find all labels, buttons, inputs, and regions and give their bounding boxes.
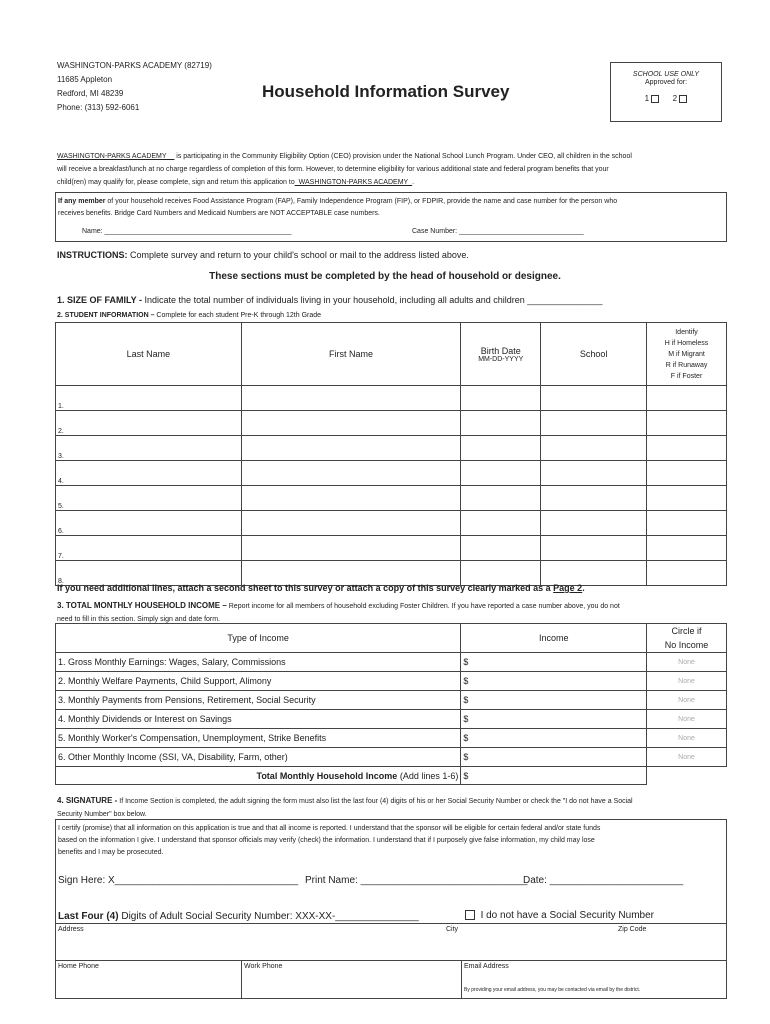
student-header-row	[56, 323, 727, 386]
email-label: Email Address	[464, 963, 509, 970]
intro-school-name: WASHINGTON-PARKS ACADEMY__	[57, 153, 175, 160]
last-name-cell[interactable]	[56, 436, 242, 461]
no-income-label: No Income	[664, 640, 709, 650]
total-note: (Add lines 1-6)	[397, 770, 459, 781]
section4-heading	[57, 794, 729, 821]
birth-date-label: Birth Date	[480, 345, 521, 356]
first-name-cell[interactable]	[241, 511, 461, 536]
instructions-label: INSTRUCTIONS:	[57, 250, 128, 260]
birth-date-cell[interactable]	[461, 536, 541, 561]
last-name-cell[interactable]	[56, 411, 242, 436]
address-label: Address	[58, 926, 84, 933]
section2-label: 2. STUDENT INFORMATION –	[57, 312, 155, 319]
birth-date-cell[interactable]	[461, 436, 541, 461]
home-phone-label: Home Phone	[58, 963, 99, 970]
identify-cell[interactable]	[647, 411, 727, 436]
intro-text2: will receive a breakfast/lunch at no charge regardless of completion of this form. However, to determine eligibility for various additional state and federal program benefits that your	[57, 166, 609, 173]
income-row	[56, 748, 727, 767]
school-address-block	[57, 59, 212, 115]
school-city: Redford, MI 48239	[57, 89, 124, 98]
intro-school-name2: _WASHINGTON-PARKS ACADEMY_	[294, 179, 413, 186]
school-cell[interactable]	[541, 561, 647, 586]
income-amount-field[interactable]: $	[461, 691, 647, 710]
section4-label: 4. SIGNATURE -	[57, 796, 118, 805]
email-field[interactable]	[462, 961, 726, 999]
col-no-income	[647, 624, 727, 653]
no-income-option[interactable]: None	[647, 672, 727, 691]
extra-lines-end: .	[582, 583, 585, 593]
income-type: 4. Monthly Dividends or Interest on Savings	[56, 710, 461, 729]
first-name-cell[interactable]	[241, 536, 461, 561]
first-name-cell[interactable]	[241, 386, 461, 411]
income-amount-field[interactable]: $	[461, 748, 647, 767]
school-cell[interactable]	[541, 536, 647, 561]
student-row	[56, 436, 727, 461]
circle-if-label: Circle if	[671, 626, 702, 636]
student-row	[56, 536, 727, 561]
income-header-row	[56, 624, 727, 653]
identify-r: R if Runaway	[665, 361, 708, 369]
approved-opt1-label: 1	[644, 94, 650, 103]
last-name-cell[interactable]	[56, 386, 242, 411]
case-number-field[interactable]: Case Number: ________________________________	[412, 228, 584, 235]
identify-h: H if Homeless	[664, 339, 709, 347]
birth-date-cell[interactable]	[461, 511, 541, 536]
instructions	[57, 250, 469, 260]
row-number: 1.	[58, 403, 64, 410]
school-cell[interactable]	[541, 436, 647, 461]
case-number-box	[55, 192, 727, 242]
school-cell[interactable]	[541, 386, 647, 411]
first-name-cell[interactable]	[241, 486, 461, 511]
identify-m: M if Migrant	[668, 350, 705, 358]
date-field[interactable]: Date: ________________________	[523, 875, 684, 886]
extra-lines-text: If you need additional lines, attach a second sheet to this survey or attach a copy of this survey clearly marked as a	[57, 583, 554, 593]
birth-date-format: MM-DD-YYYY	[478, 355, 524, 363]
birth-date-cell[interactable]	[461, 411, 541, 436]
income-type: 3. Monthly Payments from Pensions, Retirement, Social Security	[56, 691, 461, 710]
section3-text: Report income for all members of household excluding Foster Children. If you have reported a case number above, you do not	[226, 603, 620, 610]
student-row	[56, 386, 727, 411]
school-use-box	[610, 62, 722, 122]
section2-heading	[57, 312, 321, 319]
intro-paragraph	[57, 150, 727, 189]
no-income-option[interactable]: None	[647, 710, 727, 729]
print-name-field[interactable]: Print Name: ______________________________	[305, 875, 528, 886]
no-ssn-checkbox[interactable]	[465, 910, 475, 920]
approved-opt2-label: 2	[672, 94, 678, 103]
student-row	[56, 411, 727, 436]
section4-text2: Security Number" box below.	[57, 811, 147, 818]
section4-text: If Income Section is completed, the adult signing the form must also list the last four (4) digits of his or her Social Security Number or check the "I do not have a Social	[117, 798, 633, 805]
home-phone-field[interactable]	[56, 961, 242, 999]
case-text2: receives benefits. Bridge Card Numbers and Medicaid Numbers are NOT ACCEPTABLE case numbers.	[58, 210, 380, 217]
identify-cell[interactable]	[647, 461, 727, 486]
signature-box	[55, 819, 727, 999]
income-type: 6. Other Monthly Income (SSI, VA, Disability, Farm, other)	[56, 748, 461, 767]
col-school: School	[541, 323, 647, 386]
last-name-cell[interactable]	[56, 511, 242, 536]
no-ssn-option[interactable]	[465, 910, 654, 921]
approved-opt1-checkbox[interactable]	[651, 95, 659, 103]
income-row	[56, 672, 727, 691]
income-amount-field[interactable]: $	[461, 729, 647, 748]
identify-cell[interactable]	[647, 511, 727, 536]
extra-lines-note	[57, 583, 585, 593]
page-title: Household Information Survey	[262, 82, 510, 101]
section1	[57, 295, 602, 305]
instructions-text: Complete survey and return to your child's school or mail to the address listed above.	[127, 250, 469, 260]
identify-cell[interactable]	[647, 436, 727, 461]
last-four-label: Last Four (4)	[58, 911, 119, 922]
row-number: 2.	[58, 428, 64, 435]
ssn-field[interactable]	[58, 911, 419, 922]
no-income-option[interactable]: None	[647, 653, 727, 672]
total-empty-cell	[647, 767, 727, 785]
first-name-cell[interactable]	[241, 436, 461, 461]
intro-text4: .	[412, 179, 415, 186]
income-table	[55, 623, 727, 785]
approved-opt2-checkbox[interactable]	[679, 95, 687, 103]
total-label: Total Monthly Household Income	[256, 770, 398, 781]
school-phone: Phone: (313) 592-6061	[57, 103, 140, 112]
total-label-cell	[56, 767, 461, 785]
identify-cell[interactable]	[647, 561, 727, 586]
no-income-option[interactable]: None	[647, 691, 727, 710]
identify-cell[interactable]	[647, 486, 727, 511]
head-note: These sections must be completed by the head of household or designee.	[209, 271, 561, 282]
col-income: Income	[461, 624, 647, 653]
birth-date-cell[interactable]	[461, 461, 541, 486]
income-row	[56, 653, 727, 672]
first-name-cell[interactable]	[241, 461, 461, 486]
school-street: 11685 Appleton	[57, 75, 113, 84]
work-phone-label: Work Phone	[244, 963, 283, 970]
income-type: 2. Monthly Welfare Payments, Child Support, Alimony	[56, 672, 461, 691]
identify-f: F if Foster	[670, 372, 703, 380]
case-text: of your household receives Food Assistance Program (FAP), Family Independence Program (FIP), or FDPIR, provide the name and case number for the person who	[105, 198, 618, 205]
no-income-option[interactable]: None	[647, 729, 727, 748]
case-bold: If any member	[58, 198, 106, 205]
school-use-label: SCHOOL USE ONLY	[632, 71, 700, 78]
row-number: 7.	[58, 553, 64, 560]
last-name-cell[interactable]	[56, 561, 242, 586]
section1-text: Indicate the total number of individuals living in your household, including all adults and children _______________	[142, 295, 603, 305]
col-birth-date	[461, 323, 541, 386]
row-number: 3.	[58, 453, 64, 460]
last-name-cell[interactable]	[56, 486, 242, 511]
certify-line2: based on the information I give. I understand that sponsor officials may verify (check) the information. I understand that if I purposely give false information, my child may lose	[58, 837, 595, 844]
no-ssn-label: I do not have a Social Security Number	[480, 910, 654, 921]
approved-for-label: Approved for:	[644, 79, 688, 86]
email-note: By providing your email address, you may be contacted via email by the district.	[464, 987, 641, 993]
income-type: 5. Monthly Worker's Compensation, Unemployment, Strike Benefits	[56, 729, 461, 748]
section1-label: 1. SIZE OF FAMILY -	[57, 295, 143, 305]
row-number: 6.	[58, 528, 64, 535]
certify-text	[56, 820, 726, 859]
certify-line1: I certify (promise) that all information on this application is true and that all income is reported. I understand that the sponsor will be eligible for certain federal and/or state funds	[58, 825, 601, 832]
intro-text3: child(ren) may qualify for, please complete, sign and return this application to	[57, 179, 295, 186]
student-row	[56, 511, 727, 536]
birth-date-cell[interactable]	[461, 561, 541, 586]
certify-line3: benefits and I may be prosecuted.	[58, 849, 164, 856]
identify-cell[interactable]	[647, 536, 727, 561]
col-first-name: First Name	[241, 323, 461, 386]
row-number: 4.	[58, 478, 64, 485]
phone-row	[56, 960, 726, 998]
section2-text: Complete for each student Pre-K through 12th Grade	[154, 312, 322, 319]
address-row[interactable]	[56, 923, 726, 960]
birth-date-cell[interactable]	[461, 486, 541, 511]
income-type: 1. Gross Monthly Earnings: Wages, Salary, Commissions	[56, 653, 461, 672]
last-name-cell[interactable]	[56, 461, 242, 486]
row-number: 8.	[58, 578, 64, 585]
school-cell[interactable]	[541, 411, 647, 436]
intro-text1: is participating in the Community Eligibility Option (CEO) provision under the National School Lunch Program. Under CEO, all children in the school	[174, 153, 632, 160]
section3-text2: need to fill in this section. Simply sign and date form.	[57, 616, 221, 623]
last-name-cell[interactable]	[56, 536, 242, 561]
work-phone-field[interactable]	[242, 961, 462, 999]
col-last-name: Last Name	[56, 323, 242, 386]
income-total-row	[56, 767, 727, 785]
section3-label: 3. TOTAL MONTHLY HOUSEHOLD INCOME –	[57, 601, 227, 610]
school-cell[interactable]	[541, 461, 647, 486]
page2-link: Page 2	[553, 583, 583, 593]
income-row	[56, 729, 727, 748]
student-row	[56, 486, 727, 511]
case-name-field[interactable]: Name: ________________________________________________	[82, 228, 292, 235]
income-amount-field[interactable]: $	[461, 653, 647, 672]
student-table	[55, 322, 727, 586]
no-income-option[interactable]: None	[647, 748, 727, 767]
total-income-field[interactable]: $	[461, 767, 647, 785]
student-row	[56, 561, 727, 586]
school-cell[interactable]	[541, 511, 647, 536]
first-name-cell[interactable]	[241, 411, 461, 436]
city-label: City	[446, 926, 459, 933]
birth-date-cell[interactable]	[461, 386, 541, 411]
zip-label: Zip Code	[618, 926, 647, 933]
row-number: 5.	[58, 503, 64, 510]
first-name-cell[interactable]	[241, 561, 461, 586]
section3-heading	[57, 599, 727, 626]
last-four-text: Digits of Adult Social Security Number: XXX-XX-_______________	[118, 911, 419, 922]
col-identify	[647, 323, 727, 386]
sign-here-field[interactable]: Sign Here: X_________________________________	[58, 875, 299, 886]
income-row	[56, 710, 727, 729]
identify-label: Identify	[675, 328, 698, 336]
income-amount-field[interactable]: $	[461, 672, 647, 691]
school-cell[interactable]	[541, 486, 647, 511]
income-amount-field[interactable]: $	[461, 710, 647, 729]
col-type-of-income: Type of Income	[56, 624, 461, 653]
student-row	[56, 461, 727, 486]
income-row	[56, 691, 727, 710]
identify-cell[interactable]	[647, 386, 727, 411]
school-name: WASHINGTON-PARKS ACADEMY (82719)	[57, 61, 212, 70]
